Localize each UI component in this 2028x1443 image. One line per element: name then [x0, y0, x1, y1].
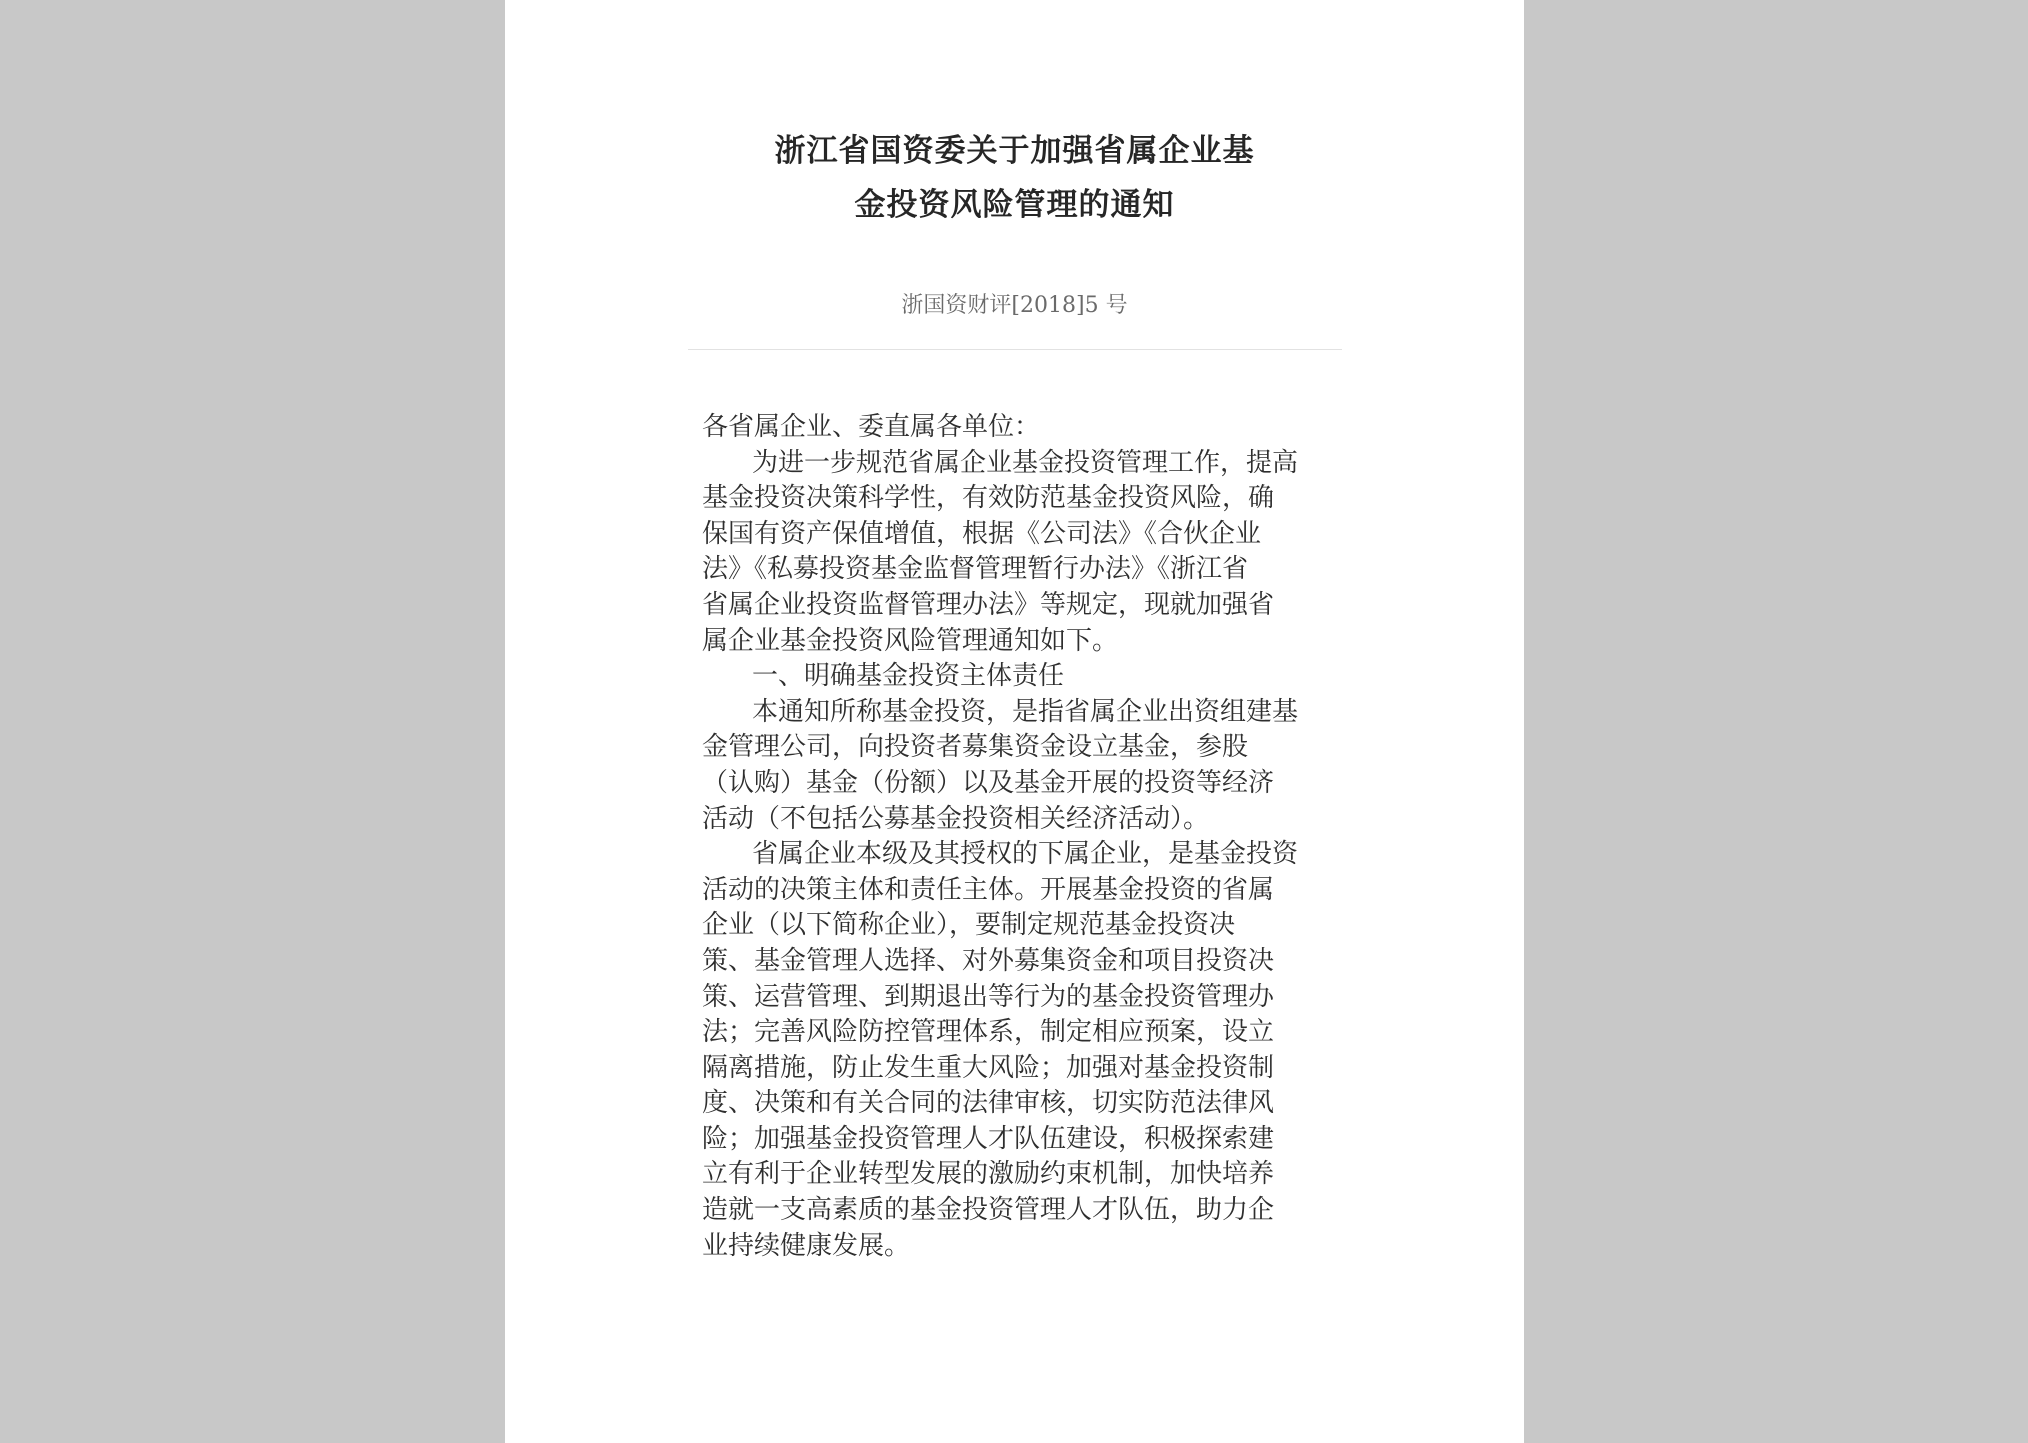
body-line: 隔离措施，防止发生重大风险；加强对基金投资制 — [702, 1052, 1275, 1083]
body-line: 造就一支高素质的基金投资管理人才队伍，助力企 — [702, 1195, 1275, 1226]
body-line: 企业（以下简称企业），要制定规范基金投资决 — [702, 910, 1236, 941]
title-line-1: 浙江省国资委关于加强省属企业基 — [774, 133, 1255, 169]
body-line: 策、基金管理人选择、对外募集资金和项目投资决 — [702, 945, 1275, 976]
body-line: （认购）基金（份额）以及基金开展的投资等经济 — [702, 767, 1275, 798]
title-line-2: 金投资风险管理的通知 — [854, 187, 1175, 223]
body-line: 本通知所称基金投资，是指省属企业出资组建基 — [752, 696, 1299, 727]
document-title — [505, 124, 1524, 232]
body-line: 法；完善风险防控管理体系，制定相应预案，设立 — [702, 1017, 1275, 1048]
body-line: 业持续健康发展。 — [702, 1230, 911, 1261]
body-line: 法》《私募投资基金监督管理暂行办法》《浙江省 — [702, 554, 1249, 585]
body-line: 策、运营管理、到期退出等行为的基金投资管理办 — [702, 981, 1275, 1012]
body-line: 保国有资产保值增值，根据《公司法》《合伙企业 — [702, 518, 1262, 549]
body-line: 一、明确基金投资主体责任 — [752, 661, 1065, 692]
body-line: 活动的决策主体和责任主体。开展基金投资的省属 — [702, 874, 1275, 905]
body-line: 度、决策和有关合同的法律审核，切实防范法律风 — [702, 1088, 1275, 1119]
body-line: 基金投资决策科学性，有效防范基金投资风险，确 — [702, 483, 1275, 514]
body-line: 各省属企业、委直属各单位： — [702, 412, 1041, 442]
document-body — [702, 410, 1352, 1264]
title-divider — [688, 349, 1342, 350]
body-line: 立有利于企业转型发展的激励约束机制，加快培养 — [702, 1159, 1275, 1190]
body-line: 险；加强基金投资管理人才队伍建设，积极探索建 — [702, 1123, 1275, 1154]
body-line: 活动（不包括公募基金投资相关经济活动）。 — [702, 803, 1210, 834]
document-page — [505, 0, 1524, 1443]
body-line: 省属企业投资监督管理办法》等规定，现就加强省 — [702, 589, 1275, 620]
body-line: 金管理公司，向投资者募集资金设立基金，参股 — [702, 732, 1249, 763]
body-line: 属企业基金投资风险管理通知如下。 — [702, 625, 1119, 656]
document-number: 浙国资财评[2018]5 号 — [901, 293, 1128, 318]
body-line: 省属企业本级及其授权的下属企业，是基金投资 — [752, 839, 1299, 870]
body-line: 为进一步规范省属企业基金投资管理工作，提高 — [752, 447, 1299, 478]
